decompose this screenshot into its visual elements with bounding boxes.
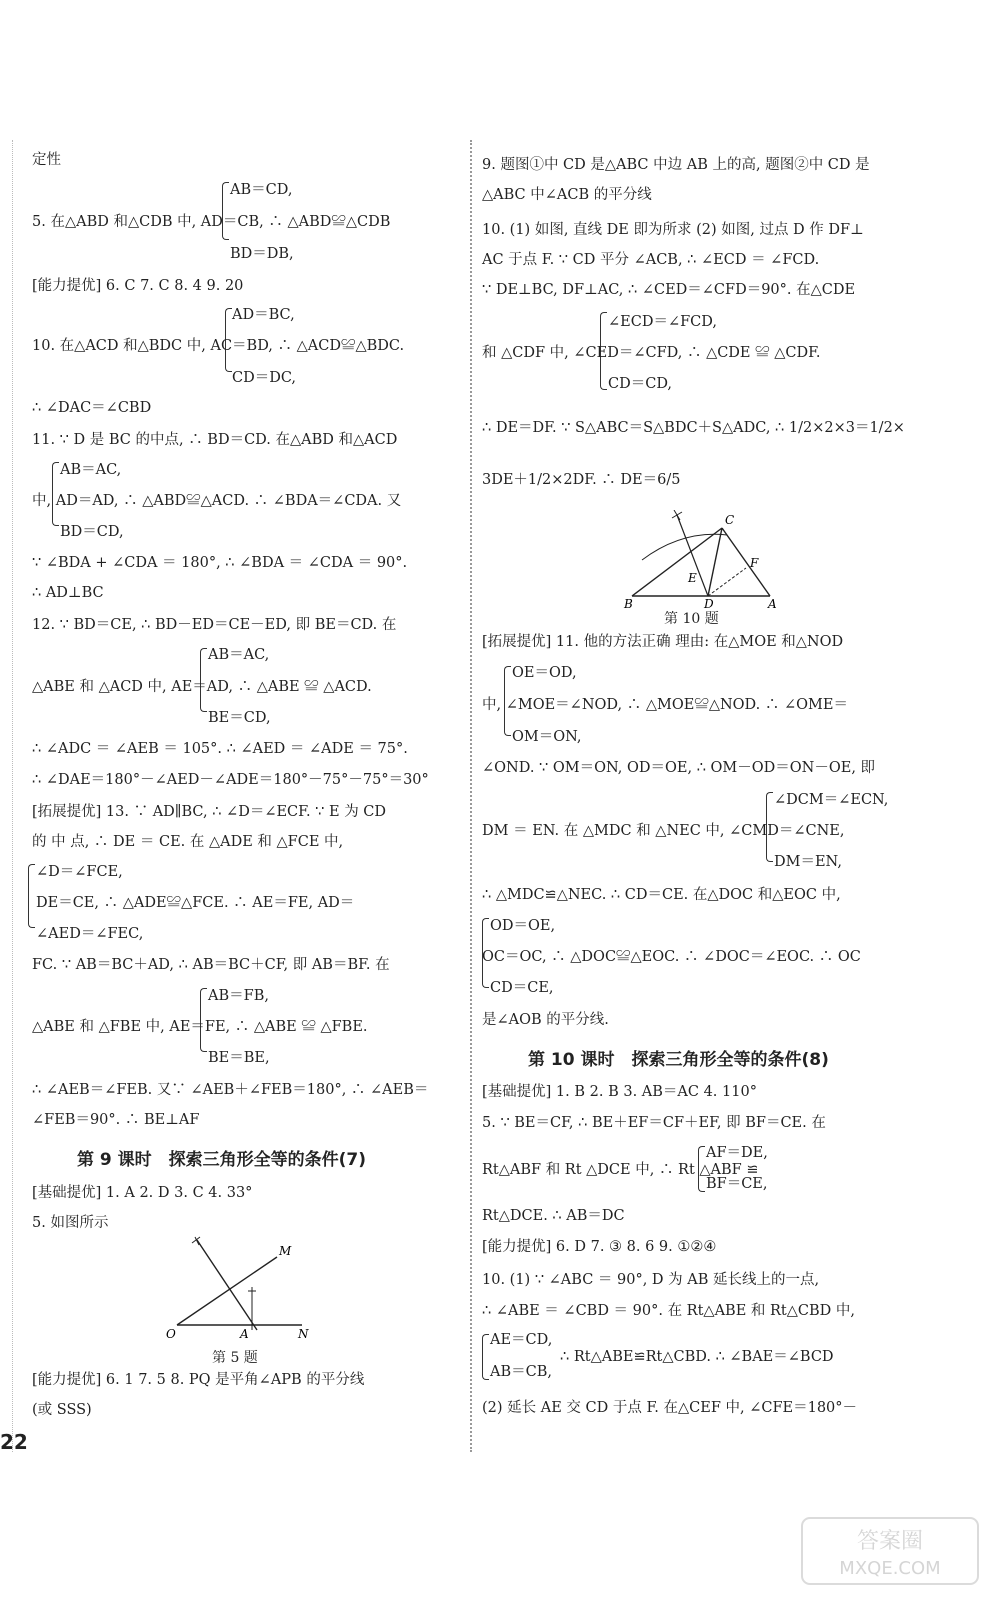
text-line: AD＝BC, <box>232 307 295 323</box>
text-line: [拓展提优] 11. 他的方法正确 理由: 在△MOE 和△NOD <box>482 634 844 650</box>
brace <box>482 1334 489 1380</box>
text-line: 12. ∵ BD＝CE, ∴ BD－ED＝CE－ED, 即 BE＝CD. 在 <box>32 617 397 633</box>
text-line: ∠DCM＝∠ECN, <box>774 792 889 808</box>
text-line: AB＝FB, <box>208 988 269 1004</box>
text-line: ∴ AD⊥BC <box>32 585 104 601</box>
text-line: ∴ △MDC≌△NEC. ∴ CD＝CE. 在△DOC 和△EOC 中, <box>482 887 841 903</box>
text-line: 10. (1) ∵ ∠ABC ＝ 90°, D 为 AB 延长线上的一点, <box>482 1272 820 1288</box>
text-line: ∠D＝∠FCE, <box>36 864 123 880</box>
text-line: ∠ECD＝∠FCD, <box>608 314 717 330</box>
text-line: ∴ Rt△ABE≌Rt△CBD. ∴ ∠BAE＝∠BCD <box>560 1349 834 1365</box>
text-line: OE＝OD, <box>512 665 577 681</box>
text-line: 9. 题图①中 CD 是△ABC 中边 AB 上的高, 题图②中 CD 是 <box>482 157 870 173</box>
column-divider <box>470 140 472 1452</box>
text-line: [基础提优] 1. B 2. B 3. AB＝AC 4. 110° <box>482 1084 757 1100</box>
text-line: 中, ∠MOE＝∠NOD, ∴ △MOE≌△NOD. ∴ ∠OME＝ <box>482 697 848 713</box>
text-line: ∴ ∠ADC ＝ ∠AEB ＝ 105°. ∴ ∠AED ＝ ∠ADE ＝ 75°. <box>32 741 408 757</box>
text-line: BE＝BE, <box>208 1050 270 1066</box>
text-line: Rt△ABF 和 Rt △DCE 中, ∴ Rt △ABF ≌ <box>482 1162 759 1178</box>
text-line: ∴ ∠AEB＝∠FEB. 又∵ ∠AEB＋∠FEB＝180°, ∴ ∠AEB＝ <box>32 1082 429 1098</box>
text-line: AE＝CD, <box>490 1332 553 1348</box>
text-line: BF＝CE, <box>706 1176 768 1192</box>
text-line: Rt△DCE. ∴ AB＝DC <box>482 1208 625 1224</box>
text-line: ∴ ∠ABE ＝ ∠CBD ＝ 90°. 在 Rt△ABE 和 Rt△CBD 中, <box>482 1303 855 1319</box>
text-line: CD＝CD, <box>608 376 673 392</box>
svg-text:MXQE.COM: MXQE.COM <box>839 1558 941 1579</box>
text-line: ∴ ∠DAE＝180°－∠AED－∠ADE＝180°－75°－75°＝30° <box>32 772 429 788</box>
text-line: AB＝CB, <box>490 1364 552 1380</box>
text-line: 5. ∵ BE＝CF, ∴ BE＋EF＝CF＋EF, 即 BF＝CE. 在 <box>482 1115 826 1131</box>
text-line: 定性 <box>32 152 61 168</box>
text-line: ∠OND. ∵ OM＝ON, OD＝OE, ∴ OM－OD＝ON－OE, 即 <box>482 760 876 776</box>
text-line: OD＝OE, <box>490 918 556 934</box>
text-line: OC＝OC, ∴ △DOC≌△EOC. ∴ ∠DOC＝∠EOC. ∴ OC <box>482 949 861 965</box>
text-line: AC 于点 F. ∵ CD 平分 ∠ACB, ∴ ∠ECD ＝ ∠FCD. <box>482 252 820 268</box>
text-line: [基础提优] 1. A 2. D 3. C 4. 33° <box>32 1185 253 1201</box>
text-line: 10. (1) 如图, 直线 DE 即为所求 (2) 如图, 过点 D 作 DF⊥ <box>482 222 864 238</box>
text-line: CD＝CE, <box>490 980 554 996</box>
text-line: (或 SSS) <box>32 1402 92 1418</box>
text-line: ∴ ∠DAC＝∠CBD <box>32 400 152 416</box>
text-line: [拓展提优] 13. ∵ AD∥BC, ∴ ∠D＝∠ECF. ∵ E 为 CD <box>32 804 387 820</box>
text-line: ∵ ∠BDA + ∠CDA ＝ 180°, ∴ ∠BDA ＝ ∠CDA ＝ 90°. <box>32 555 408 571</box>
fig5-label: A <box>240 1327 249 1341</box>
text-line: △ABE 和 △ACD 中, AE＝AD, ∴ △ABE ≌ △ACD. <box>32 679 372 695</box>
figure-5-caption: 第 5 题 <box>212 1350 258 1366</box>
text-line: AB＝CD, <box>230 182 293 198</box>
margin-rule <box>12 140 13 1452</box>
fig5-label: N <box>298 1327 309 1341</box>
fig5-label: M <box>279 1244 292 1258</box>
fig10-label: C <box>725 513 735 527</box>
svg-text:答案圈: 答案圈 <box>856 1529 924 1554</box>
section-heading-10: 第 10 课时 探索三角形全等的条件(8) <box>528 1050 829 1070</box>
text-line: ∵ DE⊥BC, DF⊥AC, ∴ ∠CED＝∠CFD＝90°. 在△CDE <box>482 282 856 298</box>
text-line: AB＝AC, <box>60 462 122 478</box>
text-line: 是∠AOB 的平分线. <box>482 1012 609 1028</box>
brace <box>28 864 35 928</box>
figure-10-caption: 第 10 题 <box>664 611 719 627</box>
text-line: 3DE＋1/2×2DF. ∴ DE＝6/5 <box>482 472 681 488</box>
text-line: 11. ∵ D 是 BC 的中点, ∴ BD＝CD. 在△ABD 和△ACD <box>32 432 398 448</box>
text-line: 5. 如图所示 <box>32 1215 109 1231</box>
fig10-label: A <box>768 597 777 610</box>
fig10-label: E <box>688 571 697 585</box>
text-line: ∴ DE＝DF. ∵ S△ABC＝S△BDC＋S△ADC, ∴ 1/2×2×3＝1/2× <box>482 420 905 436</box>
watermark-logo <box>800 1516 980 1586</box>
text-line: BD＝DB, <box>230 246 294 262</box>
text-line: [能力提优] 6. 1 7. 5 8. PQ 是平角∠APB 的平分线 <box>32 1372 365 1388</box>
text-line: 的 中 点, ∴ DE ＝ CE. 在 △ADE 和 △FCE 中, <box>32 834 344 850</box>
fig5-label: O <box>166 1327 176 1341</box>
fig10-label: F <box>750 556 759 570</box>
text-line: DM＝EN, <box>774 854 842 870</box>
text-line: BD＝CD, <box>60 524 124 540</box>
text-line: (2) 延长 AE 交 CD 于点 F. 在△CEF 中, ∠CFE＝180°－ <box>482 1400 858 1416</box>
figure-10 <box>622 510 782 610</box>
text-line: 10. 在△ACD 和△BDC 中, AC＝BD, ∴ △ACD≌△BDC. <box>32 338 405 354</box>
text-line: AB＝AC, <box>208 647 270 663</box>
text-line: △ABC 中∠ACB 的平分线 <box>482 187 652 203</box>
text-line: ∠FEB＝90°. ∴ BE⊥AF <box>32 1112 200 1128</box>
text-line: [能力提优] 6. D 7. ③ 8. 6 9. ①②④ <box>482 1239 717 1255</box>
text-line: AF＝DE, <box>706 1145 768 1161</box>
text-line: △ABE 和 △FBE 中, AE＝FE, ∴ △ABE ≌ △FBE. <box>32 1019 368 1035</box>
text-line: 和 △CDF 中, ∠CED＝∠CFD, ∴ △CDE ≌ △CDF. <box>482 345 821 361</box>
text-line: BE＝CD, <box>208 710 271 726</box>
text-line: ∠AED＝∠FEC, <box>36 926 144 942</box>
text-line: [能力提优] 6. C 7. C 8. 4 9. 20 <box>32 278 244 294</box>
text-line: DE＝CE, ∴ △ADE≌△FCE. ∴ AE＝FE, AD＝ <box>36 895 355 911</box>
text-line: CD＝DC, <box>232 370 297 386</box>
section-heading-9: 第 9 课时 探索三角形全等的条件(7) <box>77 1150 367 1170</box>
figure-5 <box>162 1235 312 1345</box>
page-number: 22 <box>0 1430 28 1454</box>
fig10-label: D <box>704 597 714 610</box>
text-line: OM＝ON, <box>512 729 582 745</box>
text-line: DM ＝ EN. 在 △MDC 和 △NEC 中, ∠CMD＝∠CNE, <box>482 823 845 839</box>
text-line: 5. 在△ABD 和△CDB 中, AD＝CB, ∴ △ABD≌△CDB <box>32 214 391 230</box>
text-line: FC. ∵ AB＝BC＋AD, ∴ AB＝BC＋CF, 即 AB＝BF. 在 <box>32 957 390 973</box>
text-line: 中, AD＝AD, ∴ △ABD≌△ACD. ∴ ∠BDA＝∠CDA. 又 <box>32 493 402 509</box>
fig10-label: B <box>624 597 633 610</box>
